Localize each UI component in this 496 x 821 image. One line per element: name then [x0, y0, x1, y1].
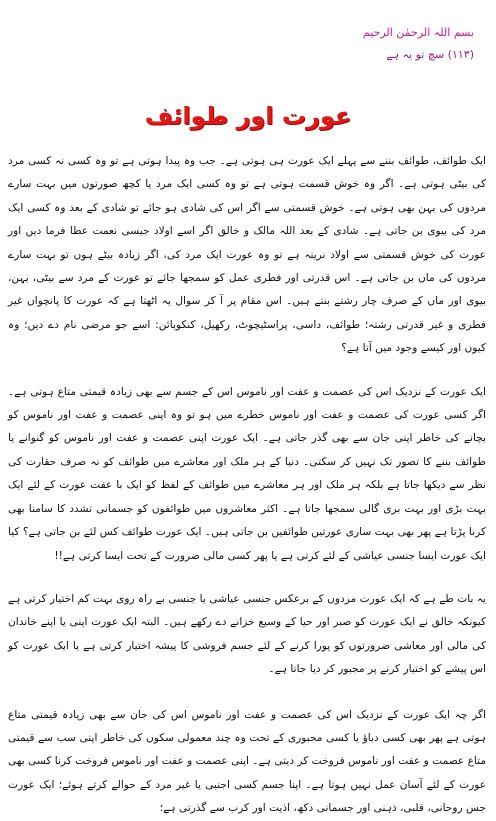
paragraph-1: ایک طوائف، طوائف بننے سے پہلے ایک عورت ہی ہوتی ہے۔ جب وہ پیدا ہوتی ہے تو وہ کسی نہ کسی مرد کی بیٹی ہوتی ہے۔ اگر وہ خوش قسمت ہوتی ہے تو وہ کسی ایک مرد یا کچھ صورتوں میں بہت سارے مردوں کی بہن بھی ہوتی ہے۔ خوش قسمتی سے اگر اس کی شادی ہو جائے تو شادی کے بعد وہ کسی ایک مرد کی بیوی بن جاتی ہے۔ شادی کے بعد اللہ مالک و خالق اگر اسے اولاد جیسی نعمت عطا فرما دیں اور عورت کی خوش قسمتی سے اولاد نرینہ ہے تو وہ عورت ایک مرد کی، اگر زیادہ بیٹے ہوں تو بہت سارے مردوں کی ماں بن جاتی ہے۔ اس قدرتی اور فطری عمل کو سمجھا جائے تو عورت کے مرد سے بیٹی، بہن، بیوی اور ماں کے صرف چار رشتے بنتے ہیں۔ اس مقام پر آ کر سوال یہ اٹھتا ہے کہ عورت کا پانچواں غیر فطری و غیر قدرتی رشتہ؛ طوائف، داسی، پراسٹیچوٹ، رکھیل، کنکوبائن: اسے جو مرضی نام دے دیں؛ وہ کیوں اور کیسے وجود میں آتا ہے؟: [8, 155, 486, 355]
paragraph-2: ایک عورت کے نزدیک اس کی عصمت و عفت اور ناموس اس کے جسم سے بھی زیادہ قیمتی متاع ہوتی ہے۔ اگر کسی عورت کی عصمت و عفت اور ناموس خطرے میں ہو تو وہ اپنی عصمت و عفت اور ناموس کو بچانے کی خاطر اپنی جان سے بھی گذر جاتی ہے۔ ایک عورت اپنی عصمت و عفت اور ناموس کو گنوانے یا طوائف بننے کا تصور تک نہیں کر سکتی۔ دنیا کے ہر ملک اور معاشرے میں طوائف کو نہ صرف حقارت کی نظر سے دیکھا جاتا ہے بلکہ ہر ملک اور ہر معاشرے میں طوائف کے لفظ کو ایک با عفت عورت کے لئے ایک بہت بڑی اور بہت بری گالی سمجھا جاتا ہے۔ اکثر معاشروں میں طوائفوں کو جسمانی تشدد کا سامنا بھی کرنا پڑتا ہے پھر بھی بہت ساری عورتیں طوائفیں بن جاتی ہیں۔ ایک عورت طوائف کس لئے بن جاتی ہے؟ کیا ایک عورت ایسا جنسی عیاشی کے لئے کرتی ہے یا پھر کسی مالی ضرورت کے تحت ایسا کرتی ہے!!: [8, 385, 486, 562]
paragraph-4: اگر چہ ایک عورت کے نزدیک اس کی عصمت و عفت اور ناموس اس کی جان سے بھی زیادہ قیمتی متاع ہوتی ہے پھر بھی کسی دباؤ یا کسی مجبوری کے تحت وہ چند معمولی سکوں کی خاطر اپنی سب سے قیمتی متاع عصمت و عفت اور ناموس فروخت کر دیتی ہے۔ اپنی عصمت و عفت اور ناموس فروخت کرنا کسی بھی عورت کے لئے آسان عمل نہیں ہوتا ہے۔ اپنا جسم کسی اجنبی یا غیر مرد کے حوالے کرتے ہوئے؛ ایک عورت جس روحانی، قلبی، ذہنی اور جسمانی دکھ، اذیت اور کرب سے گذرتی ہے؛: [8, 708, 486, 815]
chapter-heading: (۱۱۳) سچ تو یہ ہے: [386, 48, 474, 61]
article-body: [8, 150, 486, 821]
bismillah-header: بسم اللہ الرحمٰن الرحیم: [362, 26, 474, 39]
article-title: عورت اور طوائف: [144, 102, 352, 130]
paragraph-3: یہ بات طے ہے کہ ایک عورت مردوں کے برعکس جنسی عیاشی یا جنسی بے راہ روی بہت کم اختیار کرتی ہے کیونکہ خالق نے ایک عورت کو صبر اور حیا کے وسیع خزانے دے رکھے ہیں۔ البتہ ایک عورت اپنی یا اپنے خاندان کی مالی اور معاشی ضرورتوں کو پورا کرنے کے لئے جسم فروشی کا پیشہ اختیار کرتی ہے یا ایک عورت کو اس پیشے کو اختیار کرنے پر مجبور کر دیا جاتا ہے۔: [8, 592, 486, 676]
